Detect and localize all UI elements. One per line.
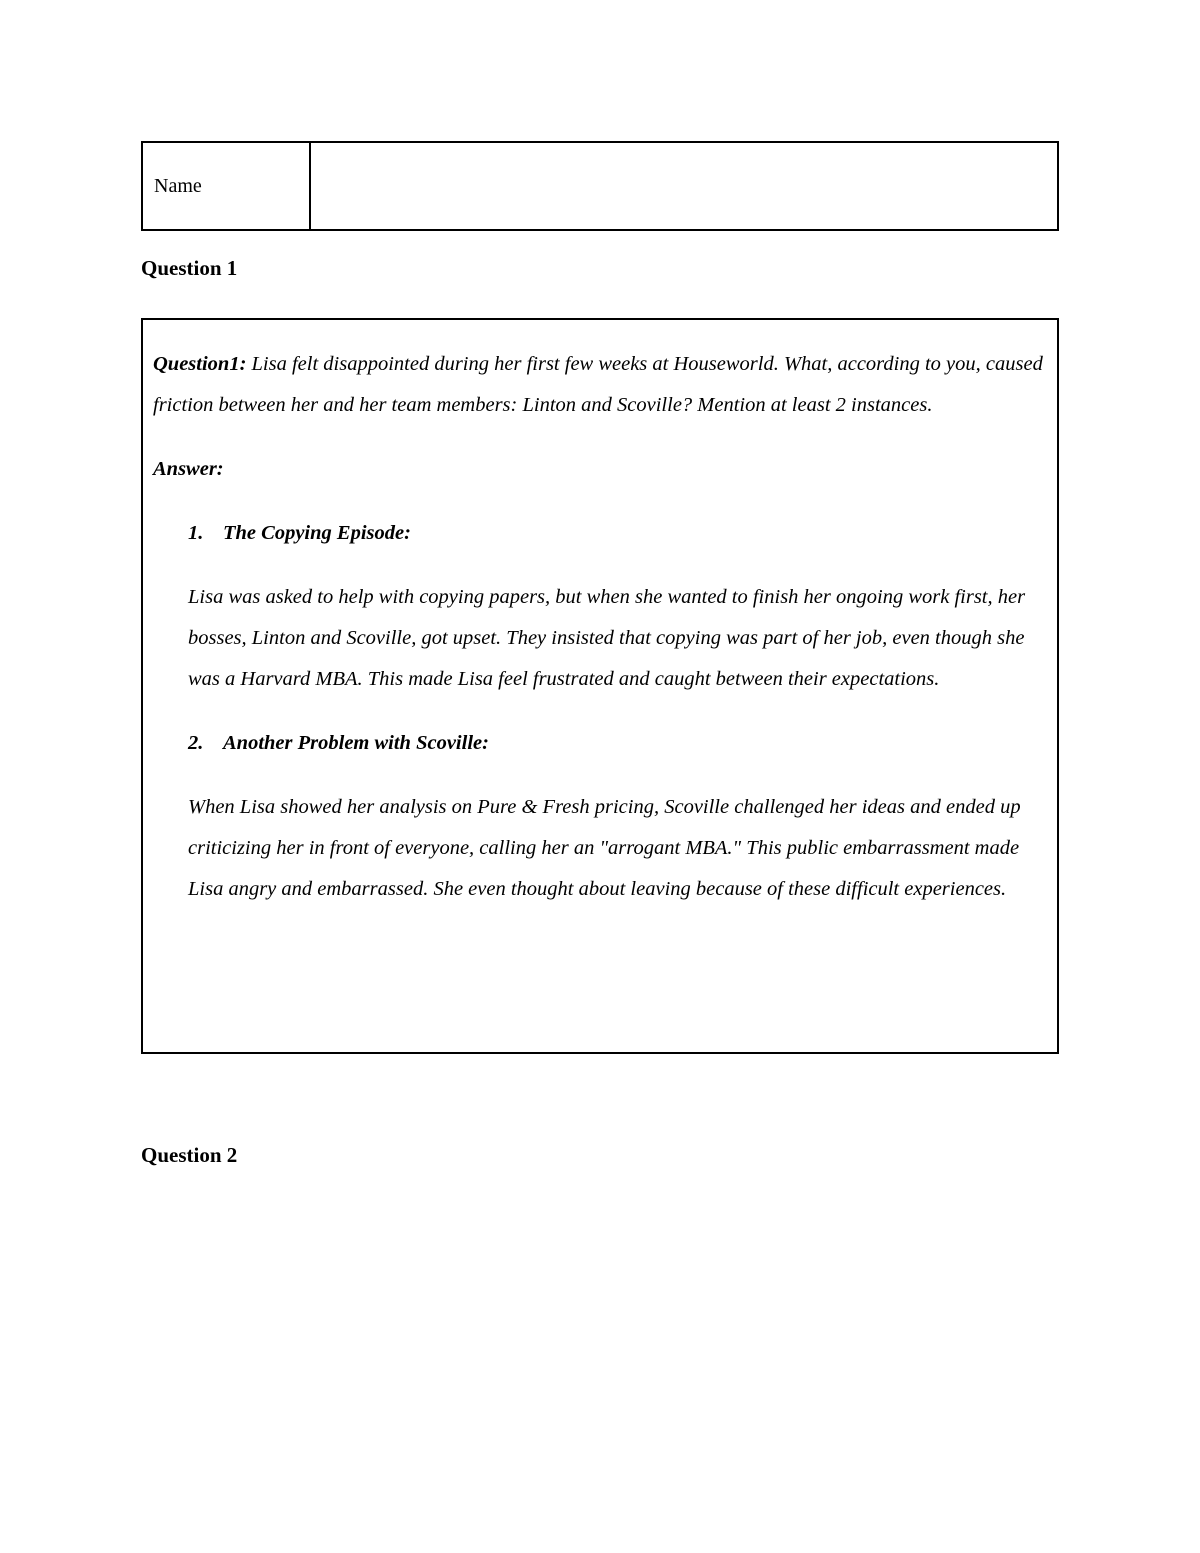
question-1-prompt-text: Lisa felt disappointed during her first few weeks at Houseworld. What, according to you, caused friction between her and her team members: Linton and Scoville? Mention at least 2 instances.: [153, 353, 1043, 416]
answer-item-1-number: 1.: [188, 522, 204, 544]
answer-item-2-heading: [153, 723, 1047, 764]
question-1-prompt-label: Question1:: [153, 353, 247, 375]
answer-item-2-text: When Lisa showed her analysis on Pure & Fresh pricing, Scoville challenged her ideas and ended up criticizing her in front of everyone, calling her an "arrogant MBA." This public embarrassment made Lisa angry and embarrassed. She even thought about leaving because of these difficult experiences.: [188, 796, 1021, 900]
question-1-answer-box: [141, 318, 1059, 1054]
answer-item-1-text: Lisa was asked to help with copying papers, but when she wanted to finish her ongoing work first, her bosses, Linton and Scoville, got upset. They insisted that copying was part of her job, even though she was a Harvard MBA. This made Lisa feel frustrated and caught between their expectations.: [188, 586, 1026, 690]
name-row: [142, 142, 1058, 230]
answer-item-2-number: 2.: [188, 732, 204, 754]
answer-label: Answer:: [153, 458, 224, 480]
name-table: [141, 141, 1059, 231]
question-1-heading: Question 1: [141, 256, 238, 280]
answer-item-1-heading: [153, 513, 1047, 554]
answer-item-1-title: The Copying Episode:: [223, 522, 411, 544]
name-label: Name: [142, 142, 310, 230]
question-2-heading: Question 2: [141, 1143, 238, 1167]
answer-item-2-title: Another Problem with Scoville:: [223, 732, 489, 754]
name-value: [310, 142, 1058, 230]
question-1-prompt: [153, 344, 1047, 426]
